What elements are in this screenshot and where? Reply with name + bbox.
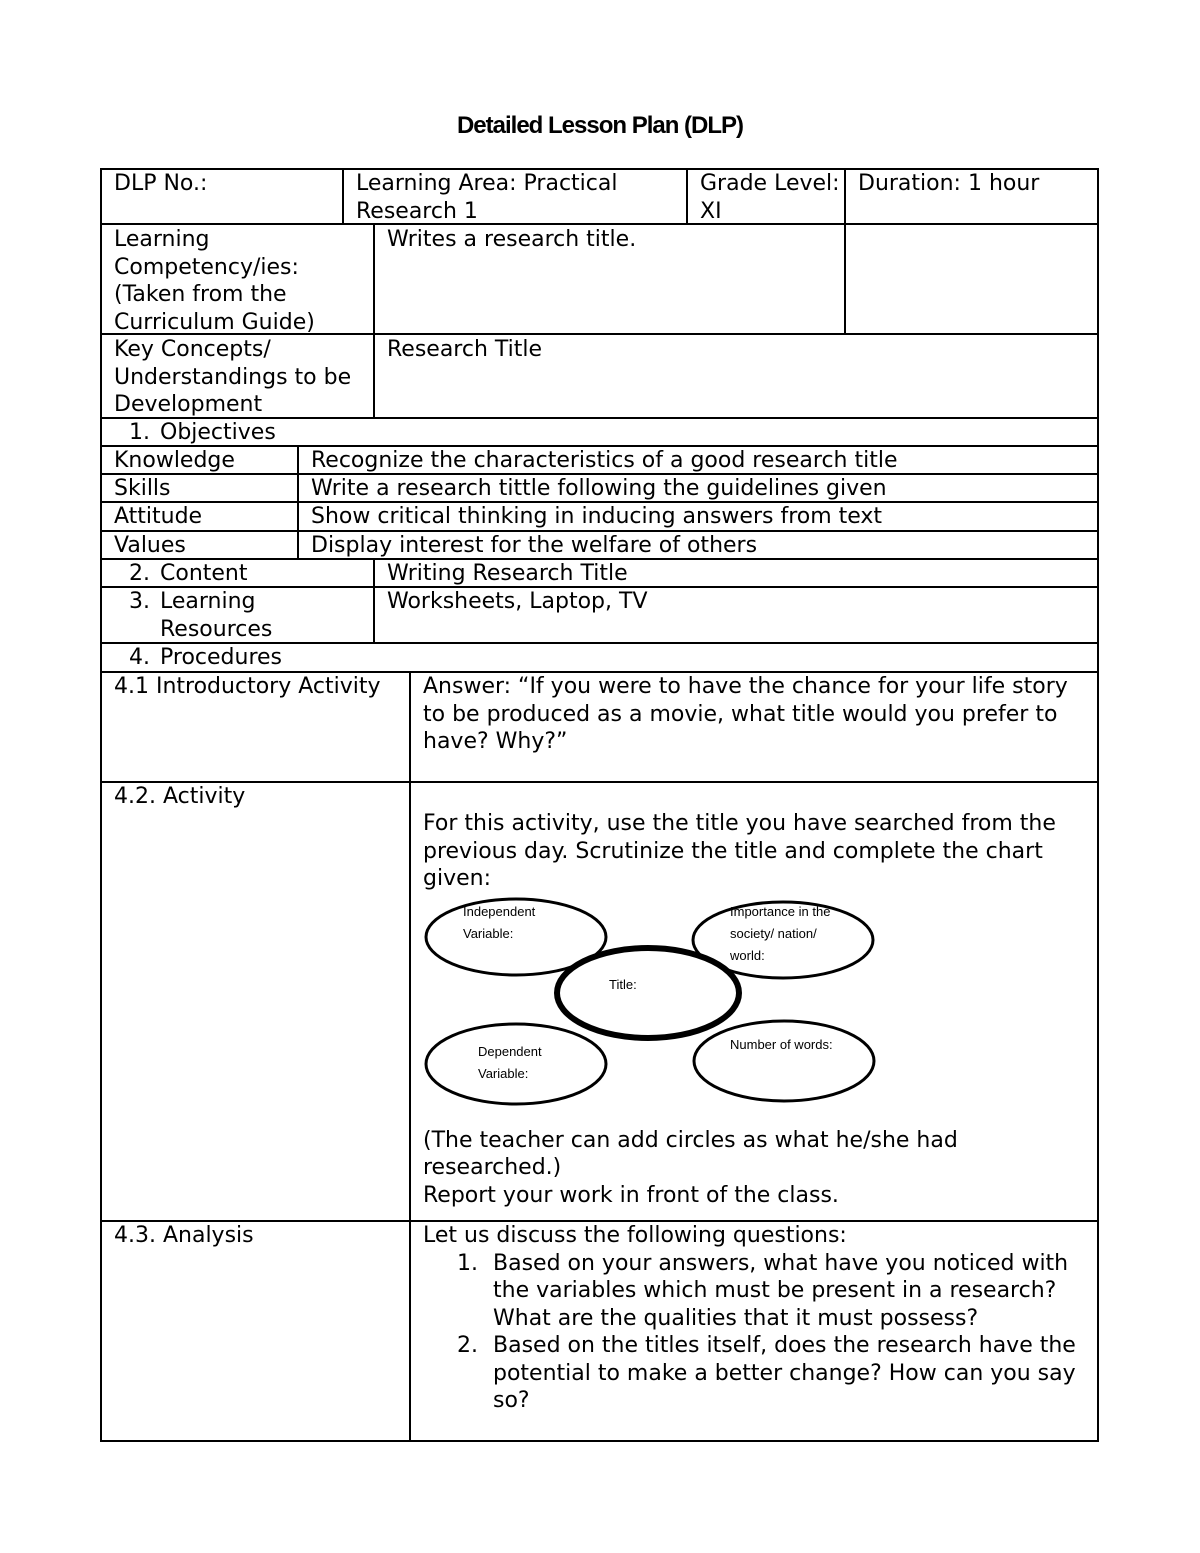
analysis-questions	[423, 1250, 1083, 1415]
number-of-words-label: Number of words:	[730, 1036, 833, 1052]
intro-activity-text: Answer: “If you were to have the chance for your life story to be produced as a movie, what title would you prefer to have? Why?”	[423, 674, 1068, 754]
objective-label: Knowledge	[114, 448, 235, 473]
objective-value: Recognize the characteristics of a good research title	[311, 448, 898, 473]
content-value-cell	[375, 560, 1099, 588]
objective-row-attitude	[100, 503, 1099, 532]
number-of-words-circle	[694, 1021, 874, 1101]
competency-value: Writes a research title.	[387, 227, 637, 252]
key-concepts-value: Research Title	[387, 337, 543, 362]
objective-label-cell	[100, 532, 299, 560]
objective-value-cell	[299, 532, 1099, 560]
activity-content-cell	[411, 783, 1099, 1222]
independent-variable-label: Independent Variable:	[463, 903, 536, 941]
objective-row-values	[100, 532, 1099, 560]
objectives-number: 1.	[129, 420, 150, 445]
resources-label: Learning Resources	[160, 589, 273, 642]
activity-row	[100, 783, 1099, 1222]
content-value: Writing Research Title	[387, 561, 628, 586]
objective-label-cell	[100, 475, 299, 503]
resources-row	[100, 588, 1099, 644]
analysis-content-cell	[411, 1222, 1099, 1442]
analysis-question: 2. Based on the titles itself, does the research have the potential to make a better change? How can you say so?	[457, 1333, 1076, 1413]
objectives-heading-row	[100, 419, 1099, 447]
objective-value: Show critical thinking in inducing answers from text	[311, 504, 883, 529]
activity-label-cell	[100, 783, 411, 1222]
activity-note: (The teacher can add circles as what he/she had researched.)	[423, 1127, 958, 1180]
procedures-heading: Procedures	[160, 645, 282, 670]
activity-instructions: For this activity, use the title you have searched from the previous day. Scrutinize the title and complete the chart given:	[423, 811, 1056, 891]
concept-map-diagram	[423, 897, 893, 1127]
analysis-question: 1. Based on your answers, what have you noticed with the variables which must be present in a research? What are the qualities that it must possess?	[457, 1250, 1069, 1331]
page-title: Detailed Lesson Plan (DLP)	[456, 112, 744, 139]
competency-row	[100, 225, 1099, 335]
content-label: Content	[160, 561, 248, 586]
resources-number: 3.	[129, 589, 150, 614]
objective-label-cell	[100, 503, 299, 532]
procedures-number: 4.	[129, 645, 150, 670]
analysis-row	[100, 1222, 1099, 1442]
content-label-cell	[100, 560, 375, 588]
key-concepts-value-cell	[375, 335, 1099, 419]
key-concepts-label: Key Concepts/ Understandings to be Development	[114, 337, 352, 417]
objective-value-cell	[299, 475, 1099, 503]
title-label: Title:	[609, 976, 637, 992]
key-concepts-label-cell	[100, 335, 375, 419]
grade-level: Grade Level: XI	[700, 171, 840, 224]
intro-activity-row	[100, 673, 1099, 783]
title-circle	[557, 948, 739, 1038]
grade-level-cell	[688, 168, 846, 225]
intro-activity-label-cell	[100, 673, 411, 783]
objectives-heading: Objectives	[160, 420, 276, 445]
objective-row-knowledge	[100, 447, 1099, 475]
analysis-label: 4.3. Analysis	[114, 1223, 254, 1248]
competency-label: Learning Competency/ies: (Taken from the Curriculum Guide)	[114, 227, 315, 335]
activity-label: 4.2. Activity	[114, 784, 246, 809]
dlp-no: DLP No.:	[114, 171, 208, 196]
header-row	[100, 168, 1099, 225]
dependent-variable-label: Dependent Variable:	[478, 1043, 542, 1081]
resources-value: Worksheets, Laptop, TV	[387, 589, 648, 614]
competency-label-cell	[100, 225, 375, 335]
objective-label: Values	[114, 533, 186, 558]
duration: Duration: 1 hour	[858, 171, 1040, 196]
resources-label-cell	[100, 588, 375, 644]
objective-value: Write a research tittle following the guidelines given	[311, 476, 887, 501]
objective-value-cell	[299, 447, 1099, 475]
duration-cell	[846, 168, 1099, 225]
competency-empty-cell	[846, 225, 1099, 335]
analysis-label-cell	[100, 1222, 411, 1442]
intro-activity-text-cell	[411, 673, 1099, 783]
objective-label: Skills	[114, 476, 171, 501]
competency-value-cell	[375, 225, 846, 335]
objective-row-skills	[100, 475, 1099, 503]
resources-value-cell	[375, 588, 1099, 644]
content-row	[100, 560, 1099, 588]
dlp-no-cell	[100, 168, 344, 225]
objective-label: Attitude	[114, 504, 203, 529]
procedures-heading-cell	[100, 644, 1099, 673]
analysis-intro: Let us discuss the following questions:	[423, 1223, 847, 1248]
intro-activity-label: 4.1 Introductory Activity	[114, 674, 381, 699]
learning-area: Learning Area: Practical Research 1	[356, 171, 618, 224]
key-concepts-row	[100, 335, 1099, 419]
importance-label: Importance in the society/ nation/ world:	[730, 903, 831, 963]
objectives-heading-cell	[100, 419, 1099, 447]
objective-value: Display interest for the welfare of others	[311, 533, 758, 558]
content-number: 2.	[129, 561, 150, 586]
activity-report: Report your work in front of the class.	[423, 1182, 839, 1208]
learning-area-cell	[344, 168, 688, 225]
procedures-heading-row	[100, 644, 1099, 673]
objective-label-cell	[100, 447, 299, 475]
objective-value-cell	[299, 503, 1099, 532]
